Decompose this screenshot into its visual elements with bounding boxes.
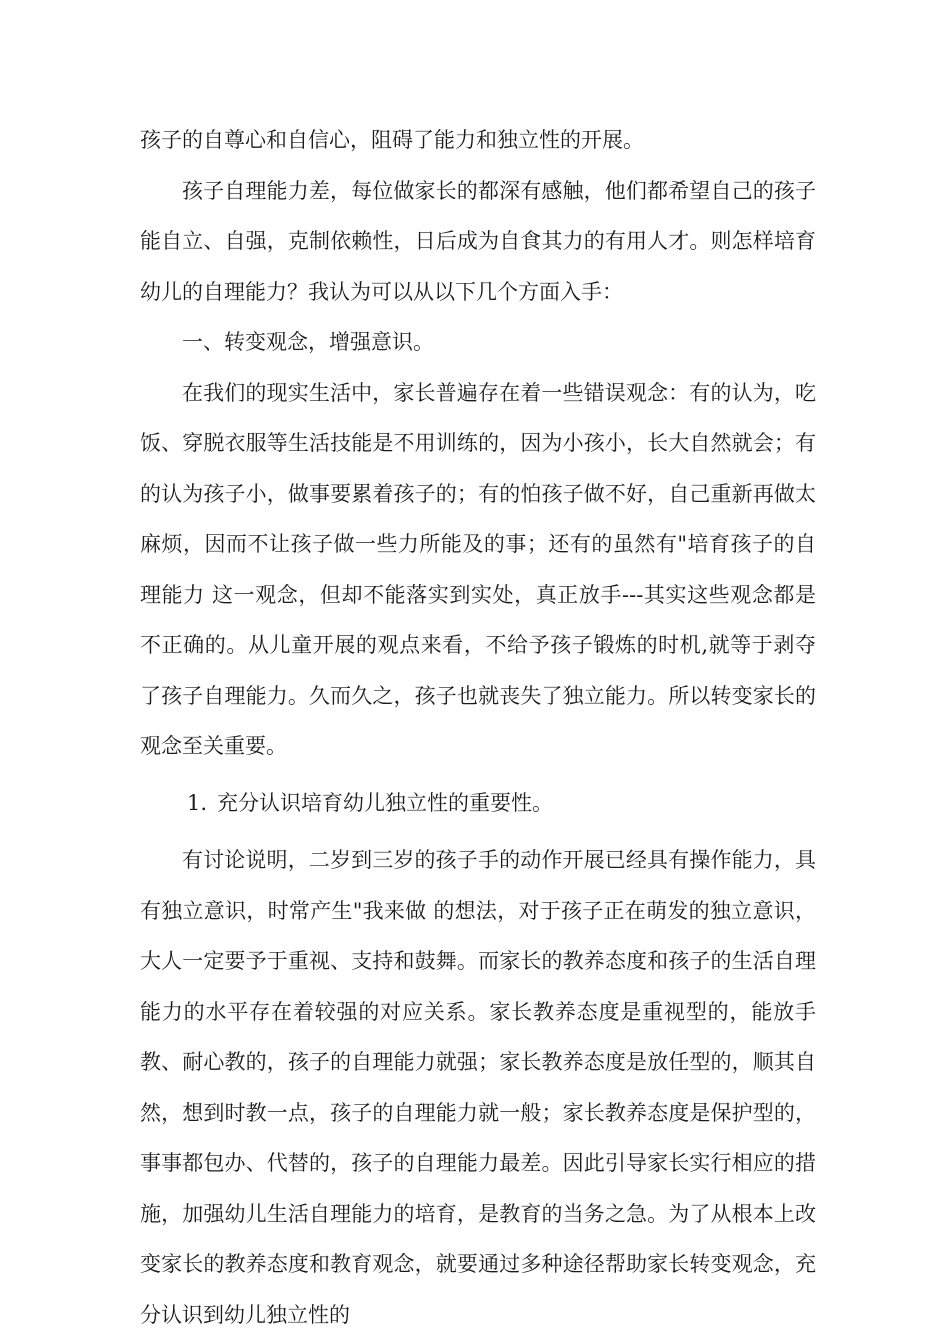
paragraph-research: 有讨论说明，二岁到三岁的孩子手的动作开展已经具有操作能力，具有独立意识，时常产生"我来做 的想法，对于孩子正在萌发的独立意识，大人一定要予于重视、支持和鼓舞。而家长的教养态度和孩子的生活自理能力的水平存在着较强的对应关系。家长教养态度是重视型的，能放手教、耐心教的，孩子的自理能力就强；家长教养态度是放任型的，顺其自然，想到时教一点，孩子的自理能力就一般；家长教养态度是保护型的，事事都包办、代替的，孩子的自理能力最差。因此引导家长实行相应的措施，加强幼儿生活自理能力的培育，是教育的当务之急。为了从根本上改变家长的教养态度和教育观念，就要通过多种途径帮助家长转变观念，充分认识到幼儿独立性的: [140, 848, 816, 1327]
paragraph-continuation: 孩子的自尊心和自信心，阻碍了能力和独立性的开展。: [140, 128, 644, 152]
paragraph-misconceptions: 在我们的现实生活中，家长普遍存在着一些错误观念：有的认为，吃饭、穿脱衣服等生活技能是不用训练的，因为小孩小，长大自然就会；有的认为孩子小，做事要累着孩子的；有的怕孩子做不好，自己重新再做太麻烦，因而不让孩子做一些力所能及的事；还有的虽然有"培育孩子的自理能力 这一观念，但却不能落实到实处，真正放手---其实这些观念都是不正确的。从儿童开展的观点来看，不给予孩子锻炼的时机,就等于剥夺了孩子自理能力。久而久之，孩子也就丧失了独立能力。所以转变家长的观念至关重要。: [140, 380, 816, 758]
text-block-upper: [140, 115, 816, 772]
paragraph-intro: 孩子自理能力差，每位做家长的都深有感触，他们都希望自己的孩子能自立、自强，克制依赖性，日后成为自食其力的有用人才。则怎样培育幼儿的自理能力？我认为可以从以下几个方面入手：: [140, 178, 816, 304]
list-text: 充分认识培育幼儿独立性的重要性。: [217, 791, 553, 815]
numbered-subheading: [187, 778, 553, 828]
text-block-lower: [140, 835, 816, 1340]
section-heading: 一、转变观念，增强意识。: [182, 330, 434, 354]
list-number: 1.: [187, 791, 208, 815]
